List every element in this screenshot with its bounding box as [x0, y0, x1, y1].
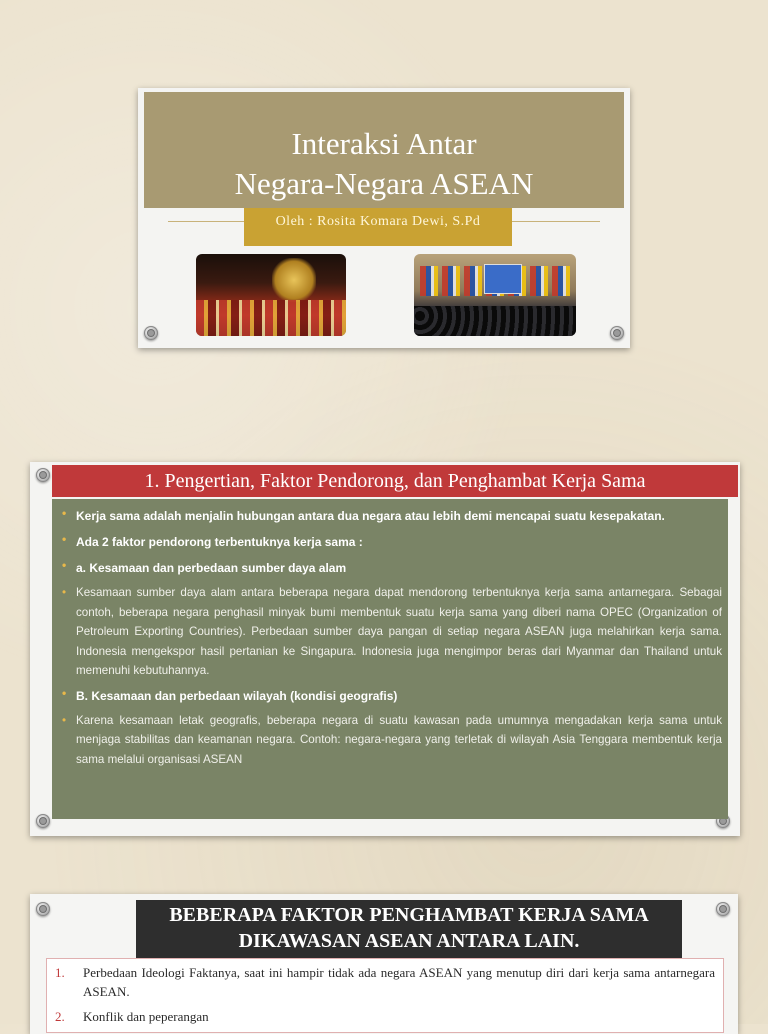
audience-shape — [414, 306, 576, 336]
title-band — [144, 92, 624, 208]
list-item: • Karena kesamaan letak geografis, beberapa negara di suatu kawasan pada umumnya mengadakan kerja sama untuk menjaga stabilitas dan keamanan negara. Contoh: negara-negara yang terletak di wilayah Asia Tenggara membentuk kerja sama melalui organisasi ASEAN — [58, 711, 722, 774]
slide-heading-line-1: BEBERAPA FAKTOR PENGHAMBAT KERJA SAMA — [169, 904, 649, 926]
list-item: • B. Kesamaan dan perbedaan wilayah (kondisi geografis) — [58, 685, 722, 711]
slide-title-line-2: Negara-Negara ASEAN — [234, 166, 534, 201]
list-item — [47, 1007, 723, 1026]
list-item: • Ada 2 faktor pendorong terbentuknya kerja sama : — [58, 531, 722, 557]
slide-title-line-1: Interaksi Antar — [291, 126, 477, 161]
list-item: • Kesamaan sumber daya alam antara beberapa negara dapat mendorong terbentuknya kerja sama antarnegara. Sebagai contoh, beberapa negara penghasil minyak bumi membentuk suatu kerja sama yang diberi nama OPEC (Organization of Petroleum Exporting Countries). Perbedaan sumber daya pangan di setiap negara ASEAN juga melahirkan kerja sama. Indonesia mengekspor hasil pertanian ke Singapura. Indonesia juga mengimpor beras dari Myanmar dan Thailand untuk memenuhi kebutuhannya. — [58, 583, 722, 685]
stage-screen-shape — [484, 264, 522, 294]
list-item-text: Konflik dan peperangan — [83, 1009, 209, 1024]
slide-heading-line-2: DIKAWASAN ASEAN ANTARA LAIN. — [238, 930, 580, 952]
author-label: Oleh : Rosita Komara Dewi, S.Pd — [244, 208, 512, 246]
obstacles-slide — [30, 894, 738, 1034]
barong-mask-shape — [272, 258, 316, 302]
dance-performance-photo — [196, 254, 346, 336]
list-item: • Kerja sama adalah menjalin hubungan antara dua negara atau lebih demi mencapai suatu kesepakatan. — [58, 505, 722, 531]
list-item: • a. Kesamaan dan perbedaan sumber daya alam — [58, 557, 722, 583]
slide-heading: 1. Pengertian, Faktor Pendorong, dan Penghambat Kerja Sama — [52, 465, 738, 497]
screw-icon — [610, 326, 624, 340]
list-item — [47, 963, 723, 1001]
title-slide — [138, 88, 630, 348]
list-number: 2. — [55, 1009, 65, 1024]
slide-heading — [136, 900, 682, 958]
screw-icon — [716, 902, 730, 916]
definition-slide — [30, 462, 740, 836]
list-item-text: Perbedaan Ideologi Faktanya, saat ini hampir tidak ada negara ASEAN yang menutup diri dari kerja sama antarnegara ASEAN. — [83, 965, 715, 999]
content-panel — [52, 499, 728, 819]
bullet-list — [52, 499, 728, 773]
slide-title — [144, 124, 624, 204]
screw-icon — [144, 326, 158, 340]
screw-icon — [36, 902, 50, 916]
screw-icon — [36, 468, 50, 482]
dancers-shape — [196, 300, 346, 336]
numbered-list — [46, 958, 724, 1033]
asean-meeting-photo — [414, 254, 576, 336]
list-number: 1. — [55, 965, 65, 980]
screw-icon — [36, 814, 50, 828]
